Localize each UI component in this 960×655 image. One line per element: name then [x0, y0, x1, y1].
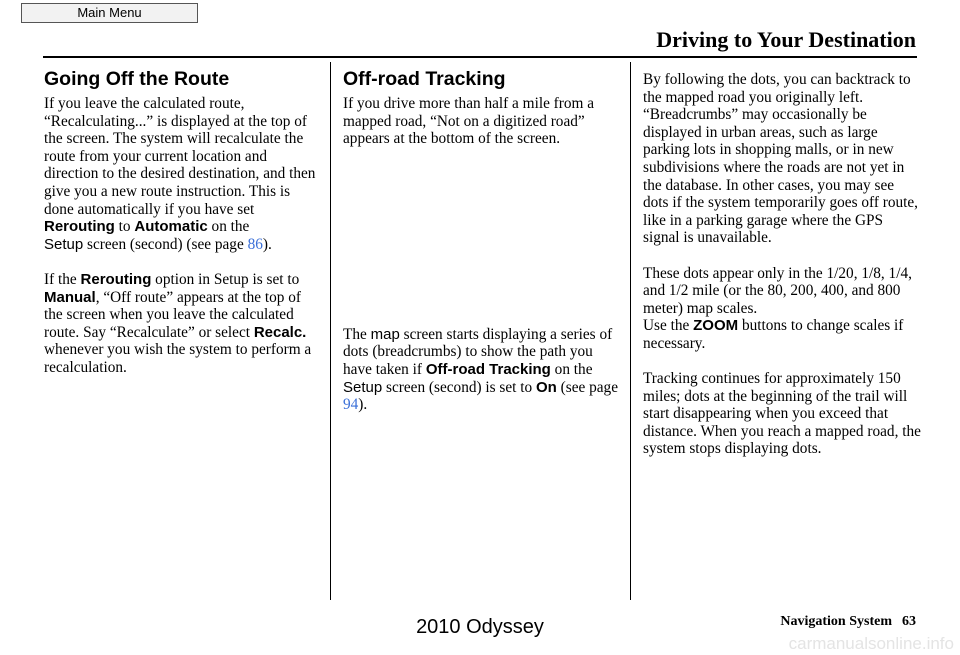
- main-menu-button[interactable]: Main Menu: [21, 3, 198, 23]
- text: screen (second) (see page: [83, 235, 248, 253]
- text: to: [114, 218, 135, 236]
- text: If the: [44, 270, 81, 288]
- setup-term: Setup: [44, 235, 84, 253]
- text: Use the: [643, 317, 694, 335]
- text: If you leave the calculated route, “Recalculating...” is displayed at the top of the screen. The system will recalculate the route from your current location and direction to the desired destination, and then give you a new route instruction. This is done automatically if you have set: [44, 95, 316, 218]
- text: The: [343, 325, 371, 343]
- column-off-road-tracking: [343, 67, 621, 414]
- paragraph: [44, 95, 320, 253]
- page-86-link[interactable]: 86: [247, 235, 263, 253]
- column-divider: [330, 62, 331, 600]
- paragraph: Tracking continues for approximately 150 miles; dots at the beginning of the trail will start disappearing when you exceed that distance. When you reach a mapped road, the system stops displaying dots.: [643, 370, 921, 458]
- paragraph: By following the dots, you can backtrack to the mapped road you originally left. “Breadcrumbs” may occasionally be displayed in urban areas, such as large parking lots in shopping malls, or in new subdivisions where the roads are not yet in the database. In other cases, you may see dots if the system temporarily goes off route, like in a parking garage where the GPS signal is unavailable.: [643, 71, 919, 247]
- rerouting-term: Rerouting: [80, 270, 152, 288]
- section-heading: Off-road Tracking: [343, 68, 506, 90]
- text: (see page: [556, 378, 618, 396]
- section-name: Navigation System: [780, 614, 892, 629]
- text: whenever you wish the system to perform a recalculation.: [44, 341, 312, 376]
- text: ).: [358, 396, 368, 414]
- page-number: 63: [902, 614, 916, 629]
- text: ).: [262, 235, 272, 253]
- text: option in Setup is set to: [151, 270, 300, 288]
- section-heading: Going Off the Route: [44, 68, 230, 90]
- paragraph: [643, 317, 921, 352]
- title-rule: [43, 56, 917, 58]
- on-term: On: [535, 378, 557, 396]
- setup-term: Setup: [343, 378, 383, 396]
- model-watermark: 2010 Odyssey: [416, 616, 544, 638]
- text: screen (second) is set to: [382, 378, 536, 396]
- page-title: Driving to Your Destination: [656, 27, 916, 52]
- automatic-term: Automatic: [134, 218, 208, 236]
- off-road-tracking-term: Off-road Tracking: [425, 360, 551, 378]
- column-going-off-route: [44, 67, 320, 377]
- paragraph: These dots appear only in the 1/20, 1/8, 1/4, and 1/2 mile (or the 80, 200, 400, and 800 meter) map scales.: [643, 264, 912, 317]
- page-94-link[interactable]: 94: [343, 396, 359, 414]
- map-term: map: [370, 325, 400, 343]
- text: on the: [550, 360, 593, 378]
- text: , “Off route” appears at the top of the screen when you leave the calculated route. Say “Recalculate” or select: [44, 288, 301, 341]
- text: buttons to change scales if necessary.: [643, 317, 904, 352]
- text: screen starts displaying a series of dots (breadcrumbs) to show the path you have taken if: [343, 325, 613, 378]
- paragraph: [44, 271, 320, 377]
- text: on the: [207, 218, 250, 236]
- paragraph: [343, 326, 621, 414]
- paragraph: If you drive more than half a mile from a mapped road, “Not on a digitized road” appears at the bottom of the screen.: [343, 95, 595, 148]
- manual-term: Manual: [44, 288, 96, 306]
- site-watermark: carmanualsonline.info: [788, 634, 954, 653]
- rerouting-term: Rerouting: [44, 218, 115, 236]
- zoom-term: ZOOM: [693, 317, 739, 335]
- column-continued: [643, 71, 921, 458]
- recalc-term: Recalc.: [253, 323, 307, 341]
- column-divider: [630, 62, 631, 600]
